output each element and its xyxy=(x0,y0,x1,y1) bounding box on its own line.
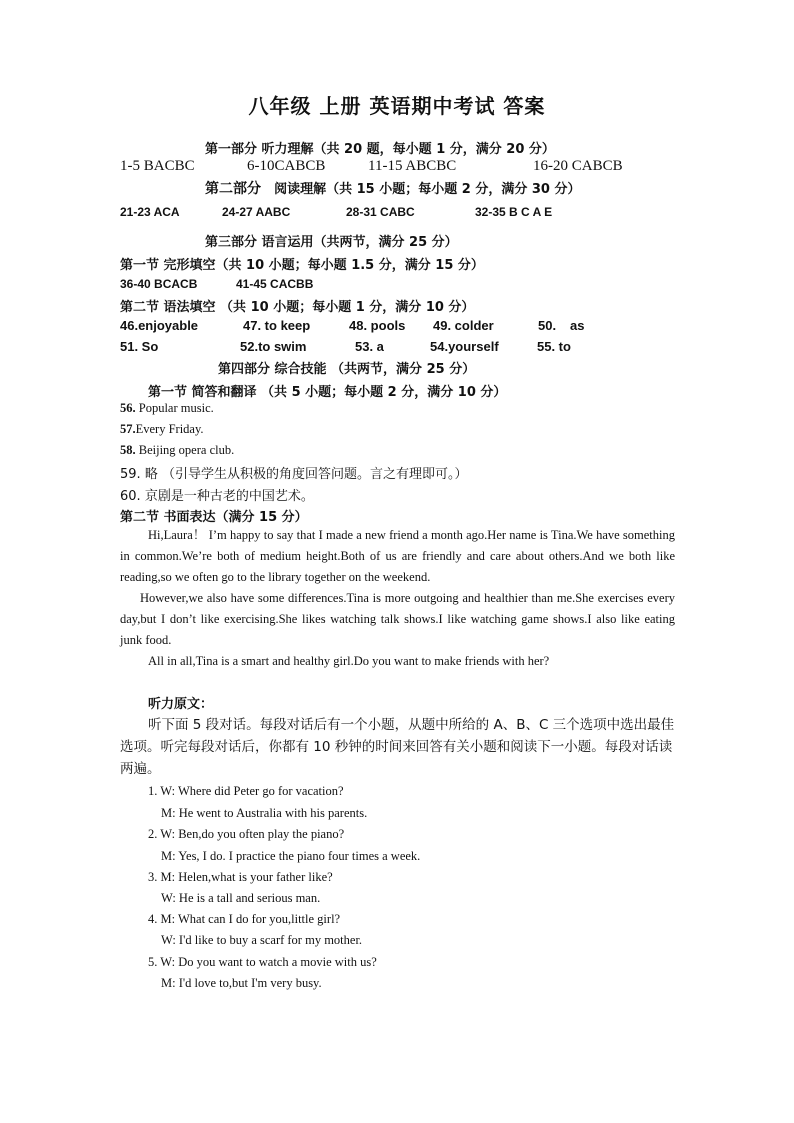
part2-heading-desc: 阅读理解（共 15 小题；每小题 2 分，满分 30 分） xyxy=(274,182,581,197)
part2-heading xyxy=(205,178,580,198)
answer-item: 50. xyxy=(538,318,557,333)
answer-group: 11-15 ABCBC xyxy=(368,158,457,174)
answer-item: 49. colder xyxy=(433,318,494,333)
item-number: 59. xyxy=(120,467,141,482)
short-answer-item xyxy=(120,401,214,416)
answer-group: 6-10CABCB xyxy=(247,158,326,174)
item-text: Every Friday. xyxy=(135,422,204,436)
dialogue-line: 1. W: Where did Peter go for vacation? xyxy=(148,784,344,798)
item-text: 略 （引导学生从积极的角度回答问题。言之有理即可。） xyxy=(140,467,468,482)
item-text: 京剧是一种古老的中国艺术。 xyxy=(140,489,314,504)
part3-section1-heading: 第一节 完形填空（共 10 小题；每小题 1.5 分，满分 15 分） xyxy=(120,258,484,273)
item-number: 57. xyxy=(120,422,136,436)
answer-item: as xyxy=(570,318,585,333)
item-text: Popular music. xyxy=(135,401,214,415)
answer-item: 54.yourself xyxy=(430,339,499,354)
part3-heading: 第三部分 语言运用（共两节，满分 25 分） xyxy=(205,235,458,250)
dialogue-line: W: He is a tall and serious man. xyxy=(161,891,321,905)
dialogue-line: 2. W: Ben,do you often play the piano? xyxy=(148,827,345,841)
essay-paragraph: All in all,Tina is a smart and healthy girl.Do you want to make friends with her? xyxy=(148,654,550,668)
short-answer-item xyxy=(120,443,234,458)
part3-section2-heading: 第二节 语法填空 （共 10 小题；每小题 1 分，满分 10 分） xyxy=(120,300,475,315)
part2-heading-label: 第二部分 xyxy=(205,181,261,197)
essay-paragraph: However,we also have some differences.Tina is more outgoing and healthier than me.She exercises every day,but I don’t like exercising.She likes watching talk shows.I like watching game shows.I also like eating junk food. xyxy=(120,591,675,647)
answer-item: 52.to swim xyxy=(240,339,307,354)
short-answer-item xyxy=(120,422,204,437)
dialogue-line: 5. W: Do you want to watch a movie with us? xyxy=(148,955,377,969)
answer-group: 16-20 CABCB xyxy=(533,158,623,174)
part4-section1-heading: 第一节 简答和翻译 （共 5 小题；每小题 2 分，满分 10 分） xyxy=(148,385,507,400)
answer-group: 21-23 ACA xyxy=(120,205,180,219)
answer-group: 36-40 BCACB xyxy=(120,277,198,291)
answer-group: 28-31 CABC xyxy=(346,205,415,219)
short-answer-item xyxy=(120,463,467,482)
dialogue-line: M: Yes, I do. I practice the piano four times a week. xyxy=(161,849,421,863)
answer-item: 51. So xyxy=(120,339,159,354)
answer-group: 32-35 B C A E xyxy=(475,205,553,219)
answer-item: 48. pools xyxy=(349,318,406,333)
item-number: 58. xyxy=(120,443,136,457)
item-number: 60. xyxy=(120,489,141,504)
answer-group: 41-45 CACBB xyxy=(236,277,314,291)
answer-item: 53. a xyxy=(355,339,384,354)
part4-heading: 第四部分 综合技能 （共两节，满分 25 分） xyxy=(218,362,476,377)
answer-item: 47. to keep xyxy=(243,318,311,333)
answer-item: 46.enjoyable xyxy=(120,318,199,333)
part1-heading: 第一部分 听力理解（共 20 题，每小题 1 分，满分 20 分） xyxy=(205,142,555,157)
dialogue-line: M: He went to Australia with his parents. xyxy=(161,806,368,820)
answer-group: 1-5 BACBC xyxy=(120,158,195,174)
short-answer-item xyxy=(120,485,314,504)
answer-item: 55. to xyxy=(537,339,571,354)
dialogue-line: W: I'd like to buy a scarf for my mother. xyxy=(161,933,363,947)
item-text: Beijing opera club. xyxy=(135,443,235,457)
dialogue-line: M: I'd love to,but I'm very busy. xyxy=(161,976,322,990)
essay-paragraph: Hi,Laura！ I’m happy to say that I made a new friend a month ago.Her name is Tina.We have something in common.We’re both of medium height.Both of us are friendly and care about others.And we both like reading,so we often go to the library together on the weekend. xyxy=(120,528,675,584)
answer-group: 24-27 AABC xyxy=(222,205,291,219)
listening-heading: 听力原文： xyxy=(148,697,214,712)
listening-intro: 听下面 5 段对话。每段对话后有一个小题，从题中所给的 A、B、C 三个选项中选出最佳选项。听完每段对话后，你都有 10 秒钟的时间来回答有关小题和阅读下一小题。每段对话读两遍。 xyxy=(120,717,675,777)
item-number: 56. xyxy=(120,401,136,415)
part4-section2-heading: 第二节 书面表达（满分 15 分） xyxy=(120,510,308,525)
dialogue-line: 4. M: What can I do for you,little girl? xyxy=(148,912,341,926)
page-title: 八年级 上册 英语期中考试 答案 xyxy=(248,94,546,118)
dialogue-line: 3. M: Helen,what is your father like? xyxy=(148,870,333,884)
